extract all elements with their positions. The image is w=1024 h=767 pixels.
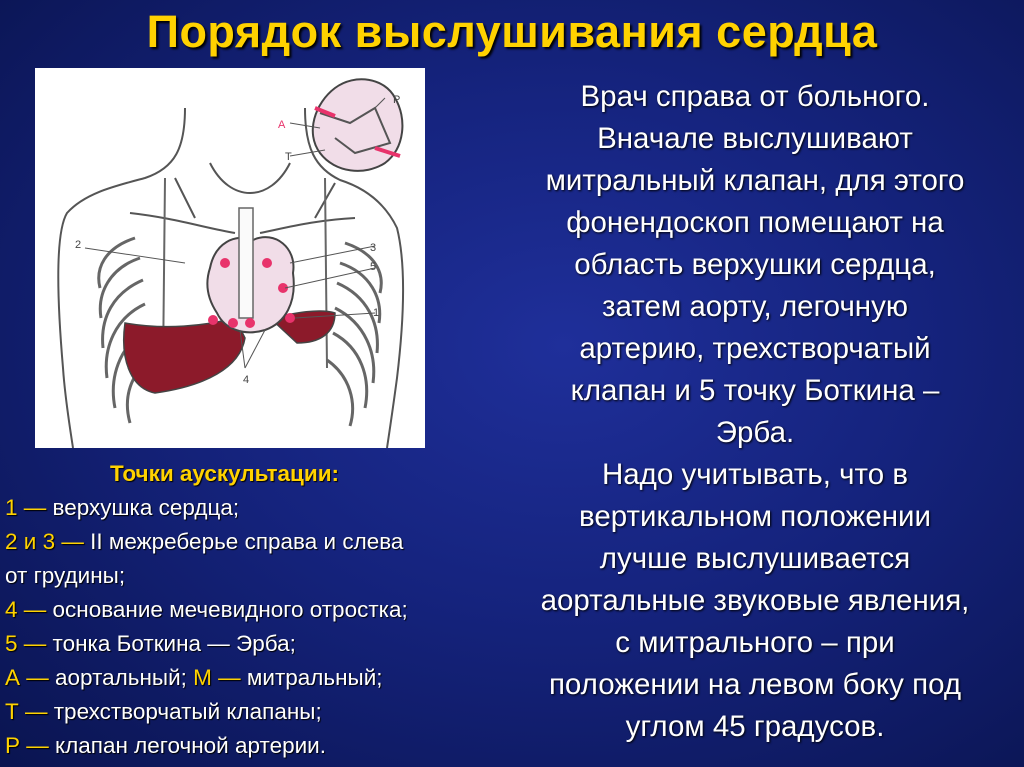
heart-inset — [290, 79, 402, 171]
legend-item — [5, 525, 525, 559]
description-line: митральный клапан, для этого — [545, 164, 965, 197]
description-line: клапан и 5 точку Боткина – — [570, 374, 940, 407]
legend-key: А — — [5, 665, 49, 690]
legend-key: Р — — [5, 733, 49, 758]
legend-key: 2 и 3 — — [5, 529, 84, 554]
label-3: 3 — [370, 242, 377, 254]
description-line: углом 45 градусов. — [625, 710, 885, 743]
legend-text: клапан легочной артерии. — [48, 733, 326, 758]
legend-item-continuation: от грудины; — [5, 563, 126, 588]
legend-item — [5, 593, 525, 627]
auscultation-points-legend — [5, 457, 525, 763]
description-text — [500, 76, 1010, 748]
description-line: положении на левом боку под — [548, 668, 962, 701]
legend-text: аортальный; — [48, 665, 194, 690]
sternum — [239, 208, 253, 318]
legend-text: верхушка сердца; — [46, 495, 240, 520]
label-1: 1 — [373, 307, 380, 319]
legend-item — [5, 627, 525, 661]
legend-key: М — — [193, 665, 241, 690]
legend-item — [5, 695, 525, 729]
label-4: 4 — [243, 374, 250, 386]
legend-text: митральный; — [240, 665, 383, 690]
description-line: фонендоскоп помещают на — [566, 206, 944, 239]
chest-illustration — [35, 68, 425, 448]
description-line: аортальные звуковые явления, — [540, 584, 970, 617]
legend-key: 4 — — [5, 597, 47, 622]
label-2: 2 — [75, 239, 82, 251]
legend-item — [5, 491, 525, 525]
description-line: область верхушки сердца, — [574, 248, 936, 281]
legend-text: трехстворчатый клапаны; — [47, 699, 322, 724]
description-line: лучше выслушивается — [599, 542, 911, 575]
description-line: артерию, трехстворчатый — [579, 332, 931, 365]
description-line: Врач справа от больного. — [580, 80, 930, 113]
legend-text: тонка Боткина — Эрба; — [46, 631, 296, 656]
liver-shape — [124, 318, 245, 393]
legend-item — [5, 661, 525, 695]
legend-key: Т — — [5, 699, 48, 724]
chest-auscultation-figure — [35, 68, 425, 448]
legend-text: основание мечевидного отростка; — [46, 597, 408, 622]
legend-item — [5, 729, 525, 763]
slide-title: Порядок выслушивания сердца — [146, 6, 878, 57]
description-line: Эрба. — [715, 416, 795, 449]
description-line: вертикальном положении — [579, 500, 931, 533]
legend-key: 1 — — [5, 495, 47, 520]
label-A: А — [278, 119, 286, 131]
description-line: Вначале выслушивают — [597, 122, 913, 155]
legend-text: II межреберье справа и слева — [83, 529, 404, 554]
legend-key: 5 — — [5, 631, 47, 656]
description-line: с митрального – при — [615, 626, 895, 659]
label-P: Р — [393, 94, 401, 106]
legend-title: Точки аускультации: — [110, 461, 340, 486]
label-5: 5 — [370, 261, 377, 273]
description-line: затем аорту, легочную — [602, 290, 908, 323]
description-line: Надо учитывать, что в — [601, 458, 909, 491]
label-T: Т — [285, 151, 292, 163]
